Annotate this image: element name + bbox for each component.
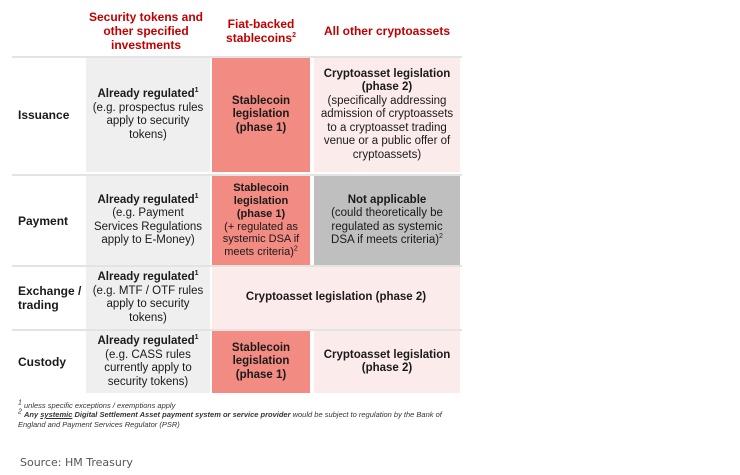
cell-body: (e.g. Payment Services Regulations apply to E-Money) xyxy=(93,207,203,246)
row-header-payment-label: Payment xyxy=(18,213,69,228)
column-header-stablecoins-label: Fiat-backed stablecoins$^2$ xyxy=(226,17,296,45)
source-credit: Source: HM Treasury xyxy=(20,456,133,469)
row-header-payment xyxy=(12,176,84,265)
cell-body: (e.g. prospectus rules apply to security tokens) xyxy=(92,101,204,141)
cell-title: Stablecoin legislation (phase 1) xyxy=(231,94,291,134)
row-header-exchange-trading-label: Exchange / trading xyxy=(18,284,82,312)
row-header-custody xyxy=(12,331,84,393)
cell-payment-stablecoins xyxy=(212,176,310,265)
footnote-2 xyxy=(18,410,448,430)
cell-title: Stablecoin legislation (phase 1) xyxy=(231,341,291,381)
column-header-security-tokens xyxy=(82,10,210,54)
cell-title: Cryptoasset legislation (phase 2) xyxy=(323,348,451,374)
row-header-issuance-label: Issuance xyxy=(18,108,70,122)
footnote-2-text: would be subject to regulation by the Bank of England and Payment Services Regulator (PSR) xyxy=(18,410,442,429)
cell-payment-security xyxy=(86,176,210,265)
footnote-2-bold: Any systemic Digital Settlement Asset payment system or service provider xyxy=(24,410,291,419)
column-header-stablecoins xyxy=(212,17,310,55)
cell-body: (e.g. CASS rules currently apply to security tokens) xyxy=(104,348,192,388)
footnote-2-mark: 2 xyxy=(18,408,22,416)
column-header-security-tokens-label: Security tokens and other specified investments xyxy=(88,10,204,52)
cell-body: (+ regulated as systemic DSA if meets criteria)$^2$ xyxy=(222,220,300,259)
cell-payment-other xyxy=(314,176,460,265)
cell-title: Already regulated$^1$ xyxy=(97,334,199,347)
cell-issuance-security xyxy=(86,58,210,172)
cell-issuance-other xyxy=(314,58,460,172)
cell-custody-other xyxy=(314,331,460,393)
cell-title: Cryptoasset legislation (phase 2) xyxy=(245,291,427,304)
cell-title: Already regulated$^1$ xyxy=(97,87,199,100)
footnote-1-text: unless specific exceptions / exemptions apply xyxy=(24,401,176,410)
cell-custody-security xyxy=(86,331,210,393)
cell-title: Not applicable xyxy=(347,193,427,206)
row-header-issuance xyxy=(12,58,84,172)
column-header-other-cryptoassets xyxy=(314,24,460,44)
row-header-custody-label: Custody xyxy=(18,355,66,369)
cell-custody-stablecoins xyxy=(212,331,310,393)
cell-body: (specifically addressing admission of cryptoassets to a cryptoasset trading venue or a public offer of cryptoassets) xyxy=(320,94,454,161)
cell-title: Already regulated$^1$ xyxy=(97,192,199,206)
column-header-other-cryptoassets-label: All other cryptoassets xyxy=(323,24,451,38)
cell-body: (could theoretically be regulated as systemic DSA if meets criteria)$^2$ xyxy=(331,207,443,246)
cell-exchange-security xyxy=(86,267,210,329)
row-header-exchange-trading xyxy=(12,267,84,329)
cell-body: (e.g. MTF / OTF rules apply to security tokens) xyxy=(92,284,204,324)
cell-title: Already regulated$^1$ xyxy=(97,270,199,283)
cell-issuance-stablecoins xyxy=(212,58,310,172)
footnote-1-mark: 1 xyxy=(18,399,22,407)
cell-exchange-cryptoassets xyxy=(212,267,460,329)
cell-title: Stablecoin legislation (phase 1) xyxy=(233,182,289,220)
cell-title: Cryptoasset legislation (phase 2) xyxy=(323,67,451,94)
